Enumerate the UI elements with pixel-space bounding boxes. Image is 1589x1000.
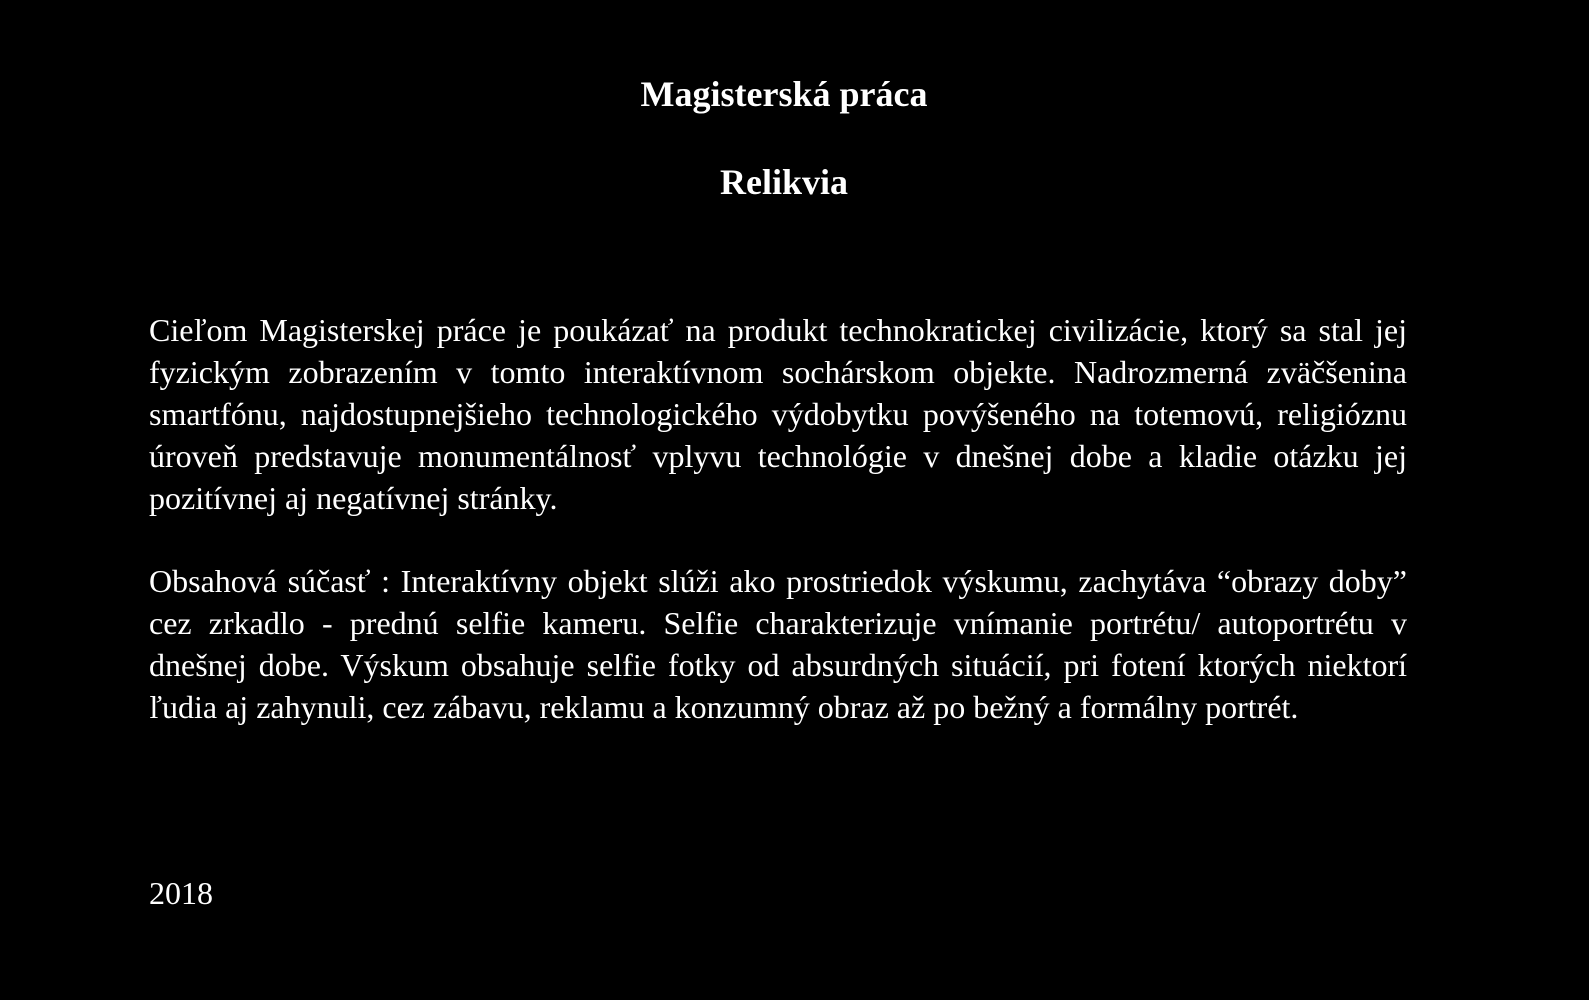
document-subtitle: Relikvia [719, 162, 848, 202]
paragraph-goal: Cieľom Magisterskej práce je poukázať na produkt technokratickej civilizácie, ktorý sa stal jej fyzickým zobrazením v tomto interaktívnom sochárskom objekte. Nadrozmerná zväčšenina smartfónu, najdostupnejšieho technologického výdobytku povýšeného na totemovú, religióznu úroveň predstavuje monumentálnosť vplyvu technológie v dnešnej dobe a kladie otázku jej pozitívnej aj negatívnej stránky. [149, 312, 1407, 516]
document-year: 2018 [149, 875, 213, 911]
paragraph-content: Obsahová súčasť : Interaktívny objekt slúži ako prostriedok výskumu, zachytáva “obrazy doby” cez zrkadlo - prednú selfie kameru. Selfie charakterizuje vnímanie portrétu/ autoportrétu v dnešnej dobe. Výskum obsahuje selfie fotky od absurdných situácií, pri fotení ktorých niektorí ľudia aj zahynuli, cez zábavu, reklamu a konzumný obraz až po bežný a formálny portrét. [149, 563, 1407, 725]
document-title: Magisterská práca [640, 74, 928, 114]
